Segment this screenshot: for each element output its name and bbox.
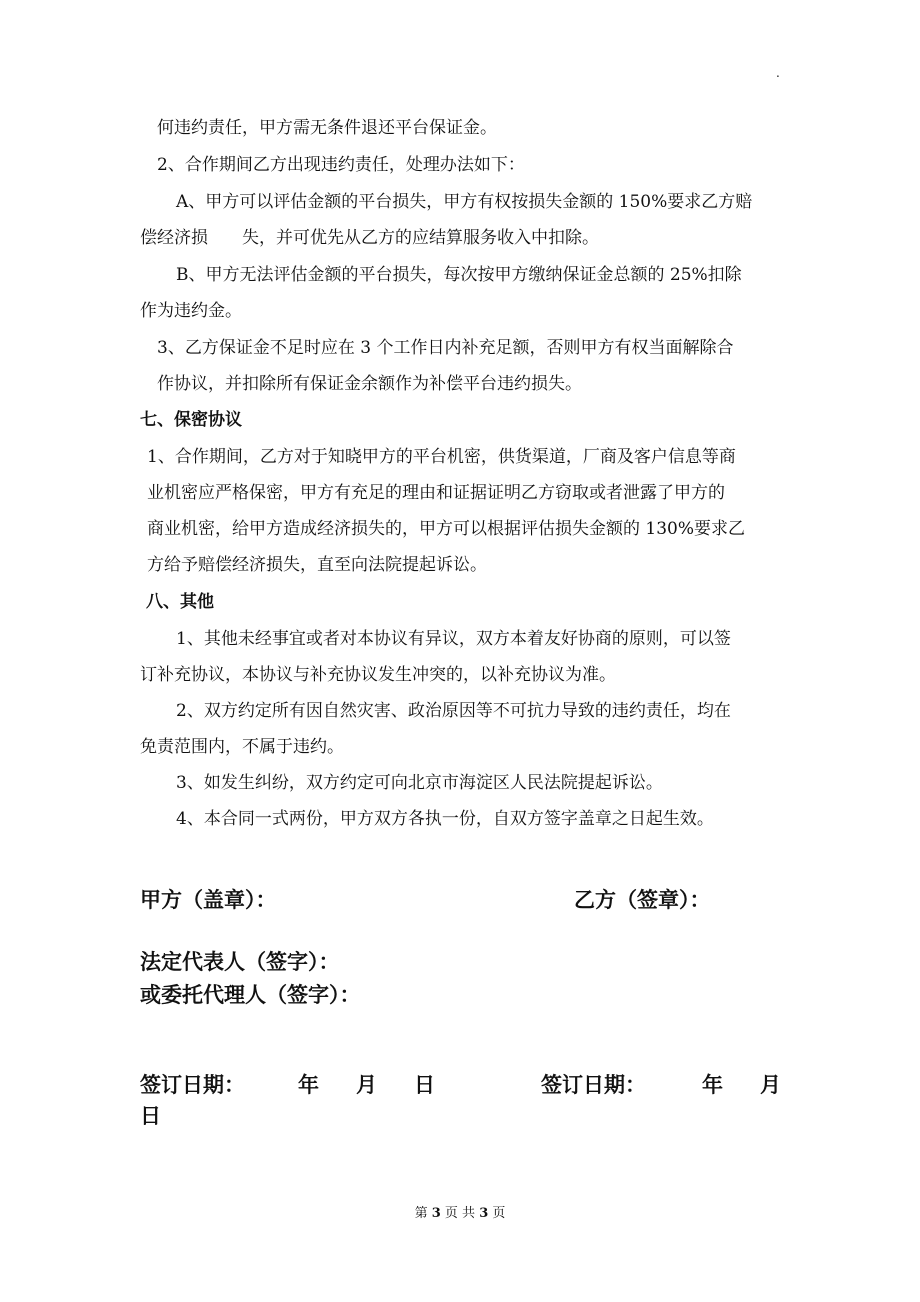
footer-suffix: 页 bbox=[492, 1206, 506, 1221]
paragraph-line: 商业机密，给甲方造成经济损失的，甲方可以根据评估损失金额的 130%要求乙 bbox=[147, 519, 746, 539]
paragraph-line: 偿经济损 失，并可优先从乙方的应结算服务收入中扣除。 bbox=[140, 228, 599, 248]
paragraph-line: 方给予赔偿经济损失，直至向法院提起诉讼。 bbox=[147, 555, 487, 575]
page-footer bbox=[0, 1205, 920, 1223]
section-heading: 八、其他 bbox=[146, 592, 214, 612]
paragraph-line: 3、如发生纠纷，双方约定可向北京市海淀区人民法院提起诉讼。 bbox=[176, 773, 663, 793]
paragraph-line: A、甲方可以评估金额的平台损失，甲方有权按损失金额的 150%要求乙方赔 bbox=[176, 192, 753, 212]
authorized-agent-label: 或委托代理人（签字）： bbox=[140, 983, 361, 1007]
paragraph-line: 2、双方约定所有因自然灾害、政治原因等不可抗力导致的违约责任，均在 bbox=[176, 701, 731, 721]
party-a-sign-date-label: 签订日期： bbox=[140, 1073, 245, 1097]
legal-representative-label: 法定代表人（签字）： bbox=[140, 950, 340, 974]
footer-page-number: 3 bbox=[431, 1206, 441, 1221]
party-b-seal-label: 乙方（签章）： bbox=[574, 888, 711, 912]
header-mark: . bbox=[776, 66, 780, 80]
paragraph-line: 作为违约金。 bbox=[140, 301, 242, 321]
party-b-date-year: 年 bbox=[702, 1073, 723, 1097]
paragraph-line: 何违约责任，甲方需无条件退还平台保证金。 bbox=[157, 118, 497, 138]
footer-middle: 页 共 bbox=[444, 1206, 476, 1221]
party-a-date-year: 年 bbox=[298, 1073, 319, 1097]
party-b-date-day: 日 bbox=[140, 1104, 161, 1128]
paragraph-line: 作协议，并扣除所有保证金余额作为补偿平台违约损失。 bbox=[157, 374, 582, 394]
paragraph-line: 4、本合同一式两份，甲方双方各执一份，自双方签字盖章之日起生效。 bbox=[176, 809, 714, 829]
paragraph-line: 订补充协议，本协议与补充协议发生冲突的，以补充协议为准。 bbox=[140, 665, 616, 685]
paragraph-line: 1、其他未经事宜或者对本协议有异议，双方本着友好协商的原则，可以签 bbox=[176, 629, 731, 649]
party-a-date-month: 月 bbox=[356, 1073, 377, 1097]
paragraph-line: B、甲方无法评估金额的平台损失，每次按甲方缴纳保证金总额的 25%扣除 bbox=[176, 265, 742, 285]
party-b-sign-date-label: 签订日期： bbox=[541, 1073, 646, 1097]
paragraph-line: 3、乙方保证金不足时应在 3 个工作日内补充足额，否则甲方有权当面解除合 bbox=[157, 338, 734, 358]
paragraph-line: 1、合作期间，乙方对于知晓甲方的平台机密，供货渠道，厂商及客户信息等商 bbox=[147, 447, 736, 467]
party-a-date-day: 日 bbox=[414, 1073, 435, 1097]
paragraph-line: 免责范围内，不属于违约。 bbox=[140, 737, 344, 757]
party-b-date-month: 月 bbox=[760, 1073, 781, 1097]
party-a-seal-label: 甲方（盖章）： bbox=[140, 888, 277, 912]
section-heading: 七、保密协议 bbox=[140, 410, 242, 430]
paragraph-line: 业机密应严格保密，甲方有充足的理由和证据证明乙方窃取或者泄露了甲方的 bbox=[147, 483, 725, 503]
paragraph-line: 2、合作期间乙方出现违约责任，处理办法如下： bbox=[157, 155, 525, 175]
footer-prefix: 第 bbox=[414, 1206, 428, 1221]
footer-total-pages: 3 bbox=[479, 1206, 489, 1221]
